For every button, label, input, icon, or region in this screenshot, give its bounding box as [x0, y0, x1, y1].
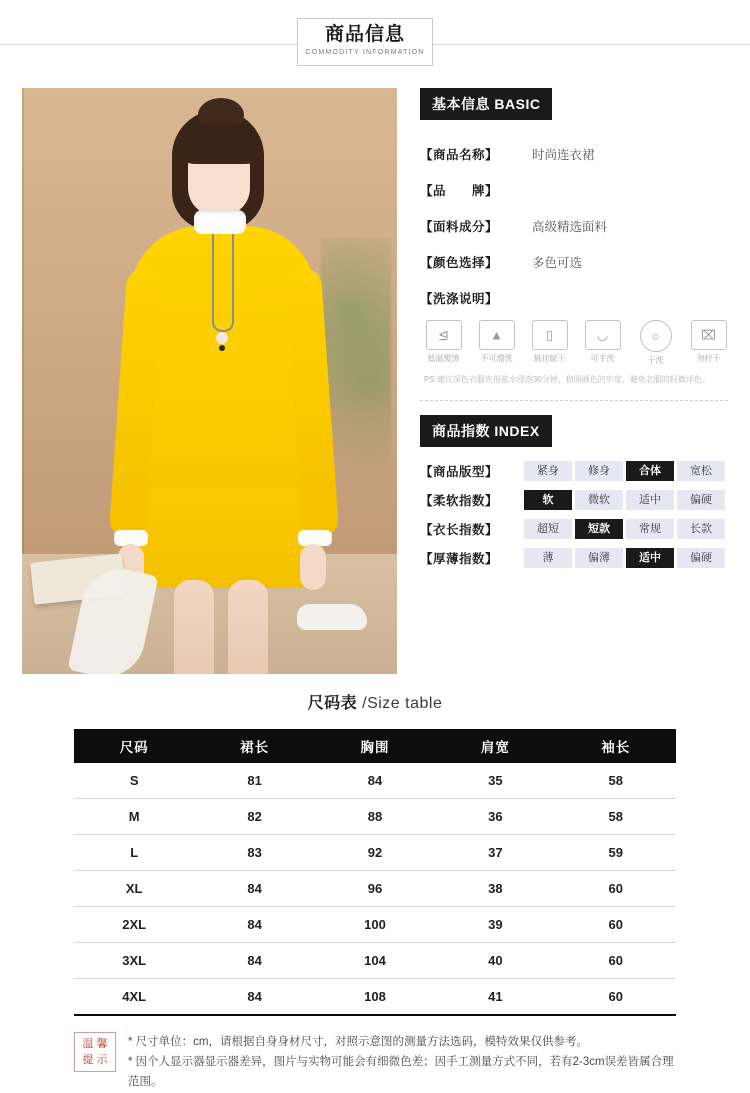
basic-value: 高级精选面料: [532, 220, 608, 234]
footer-line-2: * 因个人显示器显示器差异，图片与实物可能会有细微色差；因手工测量方式不同，若有2-3cm误差皆属合理范围。: [128, 1056, 674, 1088]
necklace-pendant: [216, 332, 228, 344]
cell-length: 83: [194, 835, 314, 871]
cell-size: M: [74, 799, 194, 835]
basic-row: [420, 208, 728, 244]
cell-sleeve: 60: [556, 943, 676, 979]
wash-care-label: 勿拧干: [696, 354, 721, 363]
cell-shoulder: 39: [435, 907, 555, 943]
column-header-size: 尺码: [74, 729, 194, 763]
cell-size: XL: [74, 871, 194, 907]
index-option-selected[interactable]: 合体: [626, 461, 674, 481]
table-row: [74, 799, 676, 835]
table-row: [74, 907, 676, 943]
cell-sleeve: 59: [556, 835, 676, 871]
index-label: 【商品版型】: [420, 465, 499, 479]
index-option[interactable]: 长款: [677, 519, 725, 539]
index-option-selected[interactable]: 短款: [575, 519, 623, 539]
no-bleach-icon: ▲: [479, 320, 515, 350]
cell-size: 3XL: [74, 943, 194, 979]
index-option[interactable]: 微软: [575, 490, 623, 510]
size-table-title-en: /Size table: [362, 695, 443, 712]
basic-value: 时尚连衣裙: [532, 148, 595, 162]
main-content: [0, 80, 750, 680]
page-header: [0, 0, 750, 80]
wash-care-item: [477, 320, 516, 366]
table-row: [74, 943, 676, 979]
cell-length: 84: [194, 871, 314, 907]
cell-bust: 96: [315, 871, 435, 907]
cell-shoulder: 41: [435, 979, 555, 1016]
product-photo: [22, 88, 397, 674]
index-options: [524, 490, 725, 510]
basic-row: [420, 172, 728, 208]
info-column: [420, 88, 728, 577]
basic-value: 多色可选: [532, 256, 583, 270]
index-row-length: [420, 519, 728, 539]
cell-sleeve: 60: [556, 907, 676, 943]
table-row: [74, 979, 676, 1016]
index-option[interactable]: 超短: [524, 519, 572, 539]
cell-length: 84: [194, 979, 314, 1016]
cell-bust: 88: [315, 799, 435, 835]
index-option[interactable]: 常规: [626, 519, 674, 539]
cell-length: 82: [194, 799, 314, 835]
cell-sleeve: 60: [556, 979, 676, 1016]
warm-tip-line2: 提 示: [82, 1054, 108, 1066]
photo-prop-shoe: [297, 604, 367, 630]
index-option-selected[interactable]: 适中: [626, 548, 674, 568]
index-option[interactable]: 薄: [524, 548, 572, 568]
table-row: [74, 871, 676, 907]
index-section-title: 商品指数 INDEX: [420, 415, 552, 447]
wash-care-item: [636, 320, 675, 366]
basic-label: 【面料成分】: [420, 220, 499, 234]
warm-tip-badge: [74, 1032, 116, 1072]
size-table-title-cn: 尺码表: [307, 695, 358, 712]
page-title: 商品信息: [324, 24, 405, 45]
index-label: 【柔软指数】: [420, 494, 499, 508]
wash-care-item: [689, 320, 728, 366]
drip-dry-icon: ▯: [532, 320, 568, 350]
column-header-bust: 胸围: [315, 729, 435, 763]
column-header-sleeve: 袖长: [556, 729, 676, 763]
basic-info-list: [420, 136, 728, 316]
cell-sleeve: 58: [556, 763, 676, 799]
index-options: [524, 519, 725, 539]
basic-section-title: 基本信息 BASIC: [420, 88, 552, 120]
table-row: [74, 835, 676, 871]
page-subtitle: COMMODITY INFORMATION: [305, 49, 425, 56]
cell-size: S: [74, 763, 194, 799]
basic-row: [420, 136, 728, 172]
index-option[interactable]: 偏硬: [677, 548, 725, 568]
model-leg-right: [228, 580, 268, 674]
cell-shoulder: 35: [435, 763, 555, 799]
wash-care-icons: [420, 320, 728, 366]
warm-tip-line1: 温 馨: [82, 1038, 108, 1050]
wash-care-label: 低温熨烫: [427, 354, 460, 363]
cell-sleeve: 60: [556, 871, 676, 907]
no-tumble-dry-icon: ⌧: [691, 320, 727, 350]
model-necklace: [212, 234, 234, 332]
product-dress-skirt: [122, 488, 322, 588]
table-header-row: [74, 729, 676, 763]
cell-bust: 108: [315, 979, 435, 1016]
index-label: 【衣长指数】: [420, 523, 499, 537]
cell-sleeve: 58: [556, 799, 676, 835]
index-row-fit: [420, 461, 728, 481]
wash-care-item: [530, 320, 569, 366]
size-table-heading: [0, 690, 750, 713]
basic-label: 【洗涤说明】: [420, 292, 499, 306]
iron-low-icon: ⊴: [426, 320, 462, 350]
hand-wash-icon: ◡: [585, 320, 621, 350]
basic-label: 【品 牌】: [420, 184, 499, 198]
cell-shoulder: 38: [435, 871, 555, 907]
cell-size: 2XL: [74, 907, 194, 943]
wash-care-note: PS:建议深色衣服先用盐水浸泡30分钟，稳固颜色的牢度，避免衣服的轻微浮色。: [424, 375, 710, 384]
product-index-list: [420, 461, 728, 568]
cell-length: 84: [194, 907, 314, 943]
model-leg-left: [174, 580, 214, 674]
wash-care-label: 干洗: [647, 356, 664, 365]
index-option[interactable]: 偏硬: [677, 490, 725, 510]
cell-bust: 104: [315, 943, 435, 979]
model-hair-front: [182, 124, 258, 164]
wash-care-label: 不可漂洗: [480, 354, 513, 363]
index-row-softness: [420, 490, 728, 510]
cell-shoulder: 40: [435, 943, 555, 979]
cell-length: 84: [194, 943, 314, 979]
index-option[interactable]: 偏薄: [575, 548, 623, 568]
basic-label: 【颜色选择】: [420, 256, 499, 270]
basic-row: [420, 280, 728, 316]
index-option[interactable]: 宽松: [677, 461, 725, 481]
dry-clean-icon: ○: [640, 320, 672, 352]
footer-line-1: * 尺寸单位：cm，请根据自身身材尺寸，对照示意图的测量方法选码，模特效果仅供参考。: [128, 1036, 588, 1048]
footer-note: [74, 1032, 676, 1092]
cell-size: 4XL: [74, 979, 194, 1016]
cell-shoulder: 37: [435, 835, 555, 871]
index-options: [524, 548, 725, 568]
footer-text: [128, 1032, 676, 1092]
cell-length: 81: [194, 763, 314, 799]
cell-bust: 84: [315, 763, 435, 799]
section-divider: [420, 400, 728, 401]
wash-care-label: 悬挂晾干: [533, 354, 566, 363]
size-table: [74, 729, 676, 1016]
index-option[interactable]: 修身: [575, 461, 623, 481]
basic-row: [420, 244, 728, 280]
index-option-selected[interactable]: 软: [524, 490, 572, 510]
index-options: [524, 461, 725, 481]
wash-care-label: 可手洗: [590, 354, 615, 363]
cell-bust: 92: [315, 835, 435, 871]
table-row: [74, 763, 676, 799]
cell-shoulder: 36: [435, 799, 555, 835]
size-table-body: [74, 763, 676, 1015]
header-title-box: [297, 18, 433, 66]
index-option[interactable]: 紧身: [524, 461, 572, 481]
wash-care-item: [583, 320, 622, 366]
index-row-thickness: [420, 548, 728, 568]
dress-neck-frill: [194, 210, 246, 234]
column-header-shoulder: 肩宽: [435, 729, 555, 763]
basic-label: 【商品名称】: [420, 148, 499, 162]
wash-care-item: [424, 320, 463, 366]
cell-bust: 100: [315, 907, 435, 943]
index-label: 【厚薄指数】: [420, 552, 499, 566]
column-header-length: 裙长: [194, 729, 314, 763]
cell-size: L: [74, 835, 194, 871]
index-option[interactable]: 适中: [626, 490, 674, 510]
model-hand-right: [300, 544, 326, 590]
